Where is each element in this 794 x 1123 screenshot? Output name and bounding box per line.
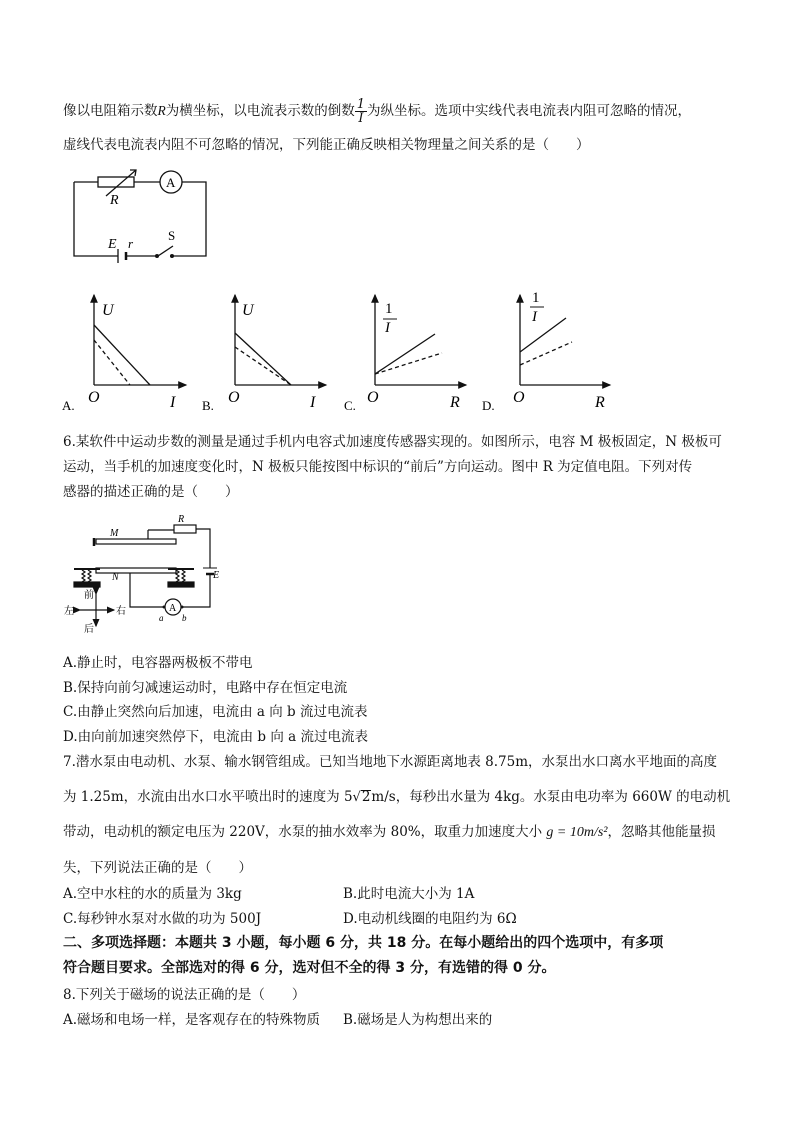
- section2-heading-line1: 二、多项选择题：本题共 3 小题，每小题 6 分，共 18 分。在每小题给出的四个选项中，有多项: [63, 935, 664, 951]
- point-b-label: b: [182, 613, 187, 623]
- circuit-E-label: E: [108, 237, 117, 252]
- q6-option-B: B.保持向前匀减速运动时，电路中存在恒定电流: [63, 680, 348, 696]
- svg-text:R: R: [450, 394, 460, 411]
- point-a-label: a: [159, 613, 164, 623]
- sqrt-2: 2: [361, 789, 371, 805]
- q6-sensor-diagram: [60, 510, 230, 635]
- q6-line1: 6.某软件中运动步数的测量是通过手机内电容式加速度传感器实现的。如图所示，电容 M 极板固定，N 极板可: [63, 434, 722, 450]
- q7-option-A: A.空中水柱的水的质量为 3kg: [63, 886, 242, 902]
- option-A-label: A.: [62, 398, 75, 413]
- svg-text:U: U: [102, 302, 114, 319]
- q7-line3: 带动，电动机的额定电压为 220V，水泵的抽水效率为 80%，取重力加速度大小 g = 10m/s²，忽略其他能量损: [63, 824, 716, 840]
- q8-option-B: B.磁场是人为构想出来的: [343, 1012, 493, 1028]
- circuit-S-label: S: [168, 228, 176, 243]
- graph-D: [482, 290, 610, 413]
- svg-text:I: I: [385, 320, 390, 336]
- circuit-r-label: r: [128, 236, 134, 251]
- svg-text:R: R: [595, 394, 605, 411]
- q7-option-D: D.电动机线圈的电阻约为 6Ω: [343, 911, 517, 927]
- q5-option-graphs: [58, 285, 758, 415]
- q6-line2: 运动，当手机的加速度变化时，N 极板只能按图中标识的“前后”方向运动。图中 R 为定值电阻。下列对传: [63, 459, 693, 475]
- svg-text:O: O: [367, 389, 379, 406]
- q6-option-A: A.静止时，电容器两极板不带电: [63, 655, 253, 671]
- svg-text:I: I: [532, 309, 537, 325]
- svg-text:U: U: [242, 302, 254, 319]
- q5-line2: 虚线代表电流表内阻不可忽略的情况，下列能正确反映相关物理量之间关系的是（ ）: [63, 137, 590, 153]
- dir-front-label: 前: [84, 590, 94, 601]
- q7-line2: 为 1.25m，水流由出水口水平喷出时的速度为 5√2m/s，每秒出水量为 4kg。水泵由电功率为 660W 的电动机: [63, 789, 731, 805]
- q5-text: 为横坐标，以电流表示数的倒数: [165, 103, 355, 119]
- battery-E-label: E: [213, 570, 220, 581]
- dir-left-label: 左: [64, 606, 74, 617]
- graph-C: [344, 295, 466, 413]
- plate-M-label: M: [110, 528, 119, 539]
- q5-circuit-diagram: [60, 168, 220, 268]
- option-B-label: B.: [202, 398, 214, 413]
- q8-option-A: A.磁场和电场一样，是客观存在的特殊物质: [63, 1012, 321, 1028]
- option-C-label: C.: [344, 398, 356, 413]
- graph-B: [202, 295, 326, 413]
- dir-right-label: 右: [116, 606, 126, 617]
- svg-text:O: O: [88, 389, 100, 406]
- q7-option-C: C.每秒钟水泵对水做的功为 500J: [63, 911, 262, 927]
- q5-text: 为纵坐标。选项中实线代表电流表内阻可忽略的情况，: [367, 103, 692, 119]
- graph-A: [62, 295, 186, 413]
- q5-text: 像以电阻箱示数: [63, 103, 158, 119]
- q7-line1: 7.潜水泵由电动机、水泵、输水钢管组成。已知当地地下水源距离地表 8.75m，水泵出水口离水平地面的高度: [63, 754, 718, 770]
- svg-text:I: I: [170, 394, 176, 411]
- ammeter-label: A: [166, 175, 176, 190]
- svg-text:1: 1: [385, 301, 393, 317]
- svg-text:1: 1: [532, 290, 540, 306]
- ammeter-label: A: [169, 603, 177, 614]
- q5-line1: [63, 98, 691, 125]
- q8-stem: 8.下列关于磁场的说法正确的是（ ）: [63, 987, 306, 1003]
- dir-back-label: 后: [84, 624, 94, 635]
- resistor-R-label: R: [178, 514, 185, 525]
- q6-line3: 感器的描述正确的是（ ）: [63, 484, 239, 500]
- option-D-label: D.: [482, 398, 495, 413]
- plate-N-label: N: [112, 572, 119, 583]
- fraction-1-over-I: $\frac{1}{I}$: [356, 97, 366, 126]
- q6-option-D: D.由向前加速突然停下，电流由 b 向 a 流过电流表: [63, 729, 368, 745]
- circuit-R-label: R: [110, 193, 119, 208]
- var-R: R: [157, 103, 166, 118]
- gravity-equation: g = 10m/s²: [546, 825, 608, 840]
- section2-heading-line2: 符合题目要求。全部选对的得 6 分，选对但不全的得 3 分，有选错的得 0 分。: [63, 960, 556, 976]
- q7-option-B: B.此时电流大小为 1A: [343, 886, 475, 902]
- q7-line4: 失，下列说法正确的是（ ）: [63, 860, 252, 876]
- q6-option-C: C.由静止突然向后加速，电流由 a 向 b 流过电流表: [63, 704, 368, 720]
- svg-text:I: I: [310, 394, 316, 411]
- svg-text:O: O: [228, 389, 240, 406]
- svg-text:O: O: [513, 389, 525, 406]
